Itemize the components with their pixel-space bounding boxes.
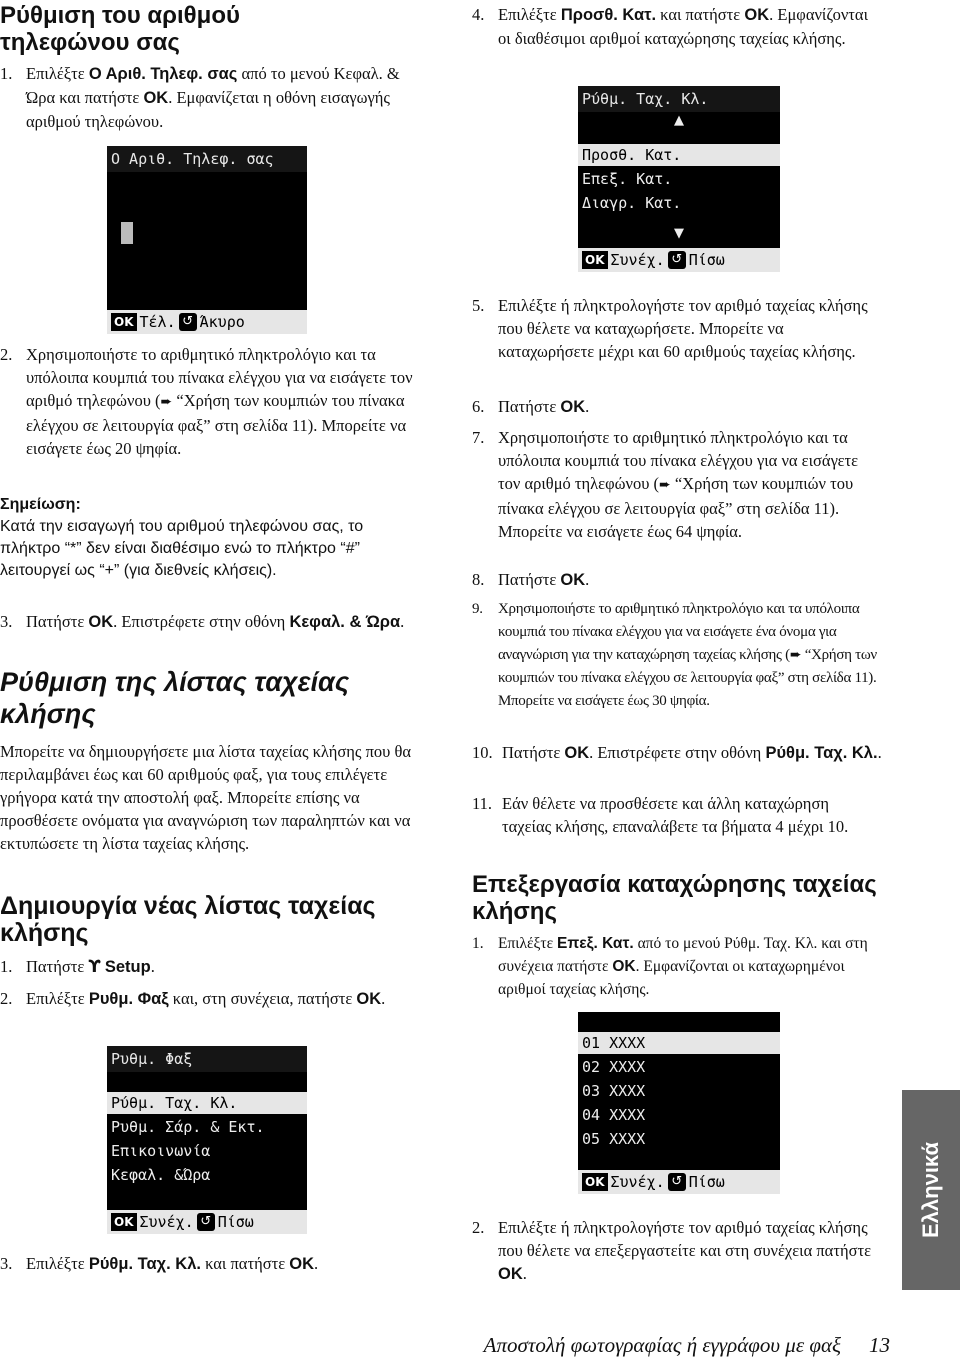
- step-1: 1. Επιλέξτε Ο Αριθ. Τηλεφ. σας από το μενού Κεφαλ. & Ώρα και πατήστε OK. Εμφανίζεται η οθόνη εισαγωγής αριθμού τηλεφώνου.: [0, 64, 400, 131]
- ok-icon: OK: [111, 313, 137, 331]
- page-number: 13: [869, 1333, 890, 1357]
- lcd-menu-item: Επικοινωνία: [111, 1142, 211, 1160]
- back-icon: ↺: [179, 313, 197, 331]
- lcd-speed-dial-list: [578, 1012, 780, 1194]
- back-label: Πίσω: [688, 251, 725, 269]
- back-label: Άκυρο: [199, 313, 245, 331]
- lcd-menu-item: Ρυθμ. Σάρ. & Εκτ.: [111, 1118, 265, 1136]
- lcd-list-item: 03 XXXX: [582, 1082, 646, 1100]
- page-footer: [380, 1330, 890, 1360]
- note-body: Κατά την εισαγωγή του αριθμού τηλεφώνου σας, το πλήκτρο “*” δεν είναι διαθέσιμο ενώ το πλήκτρο “#” λειτουργεί ως “+” (για διεθνείς κλήσεις).: [0, 518, 364, 579]
- wrench-icon: ϒ: [88, 957, 101, 976]
- reference-arrow-icon: ➨: [160, 394, 173, 410]
- step-6: 6. Πατήστε OK.: [472, 397, 590, 416]
- back-icon: ↺: [197, 1213, 215, 1231]
- step-3: 3. Πατήστε OK. Επιστρέφετε στην οθόνη Κεφαλ. & Ώρα.: [0, 612, 405, 631]
- back-icon: ↺: [668, 1173, 686, 1191]
- edit-step-2: 2. Επιλέξτε ή πληκτρολογήστε τον αριθμό ταχείας κλήσης που θέλετε να επεξεργαστείτε και στη συνέχεια πατήστε OK.: [472, 1218, 872, 1283]
- ok-label: Συνέχ.: [610, 1173, 665, 1191]
- scroll-up-icon: ▲: [674, 113, 684, 128]
- lcd-list-item: 04 XXXX: [582, 1106, 646, 1124]
- step-9: 9. Χρησιμοποιήστε το αριθμητικό πληκτρολόγιο και τα υπόλοιπα κουμπιά του πίνακα ελέγχου για να εισάγετε ένα όνομα για αναγνώριση για την καταχώρηση ταχείας κλήσης (➨ “Χρήση των κουμπιών του πίνακα ελέγχου σε λειτουργία φαξ” στη σελίδα 11). Μπορείτε να εισάγετε έως 30 ψηφία.: [472, 601, 877, 709]
- lcd-menu-item: Διαγρ. Κατ.: [582, 194, 682, 212]
- edit-step-1: 1. Επιλέξτε Επεξ. Κατ. από το μενού Ρύθμ. Ταχ. Κλ. και στη συνέχεια πατήστε OK. Εμφανίζονται οι καταχωρημένοι αριθμοί ταχείας κλήσης.: [472, 935, 868, 998]
- lcd-menu-item: Κεφαλ. &Ώρα: [111, 1166, 211, 1184]
- reference-arrow-icon: ➨: [789, 647, 802, 663]
- step-7: 7. Χρησιμοποιήστε το αριθμητικό πληκτρολόγιο και τα υπόλοιπα κουμπιά του πίνακα ελέγχου για να εισάγετε τον αριθμό τηλεφώνου (➨ “Χρήση των κουμπιών του πίνακα ελέγχου σε λειτουργία φαξ” στη σελίδα 11). Μπορείτε να εισάγετε έως 64 ψηφία.: [472, 428, 859, 541]
- lcd-speed-dial-menu: [578, 86, 780, 272]
- back-label: Πίσω: [688, 1173, 725, 1191]
- language-tab: [902, 1090, 960, 1290]
- intro-paragraph: Μπορείτε να δημιουργήσετε μια λίστα ταχείας κλήσης που θα περιλαμβάνει έως και 60 αριθμούς φαξ, για τους επιλέγετε γρήγορα κατά την αποστολή φαξ. Μπορείτε επίσης να προσθέσετε ονόματα για αναγνώριση των παραληπτών και να εκτυπώσετε τη λίστα ταχείας κλήσης.: [0, 742, 412, 853]
- note-title: Σημείωση:: [0, 496, 81, 513]
- lcd-list-item-selected: 01 XXXX: [578, 1032, 780, 1054]
- step-number: 1.: [0, 64, 13, 83]
- create-step-1: 1. Πατήστε ϒ Setup.: [0, 957, 155, 976]
- heading-phone-number: Ρύθμιση του αριθμού τηλεφώνου σας: [0, 2, 240, 56]
- lcd-title: Ρυθμ. Φαξ: [107, 1046, 307, 1072]
- lcd-softkeys: [107, 310, 307, 334]
- step-2: 2. Χρησιμοποιήστε το αριθμητικό πληκτρολόγιο και τα υπόλοιπα κουμπιά του πίνακα ελέγχου για να εισάγετε τον αριθμό τηλεφώνου (➨ “Χρήση των κουμπιών του πίνακα ελέγχου σε λειτουργία φαξ” στη σελίδα 11). Μπορείτε να εισάγετε έως 20 ψηφία.: [0, 345, 413, 458]
- back-label: Πίσω: [217, 1213, 254, 1231]
- lcd-fax-settings: [107, 1046, 307, 1234]
- lcd-phone-entry: [107, 146, 307, 334]
- step-4: 4. Επιλέξτε Προσθ. Κατ. και πατήστε OK. Εμφανίζονται οι διαθέσιμοι αριθμοί καταχώρησης ταχείας κλήσης.: [472, 5, 869, 48]
- ok-icon: OK: [582, 251, 608, 269]
- back-icon: ↺: [668, 251, 686, 269]
- ok-icon: OK: [582, 1173, 608, 1191]
- step-11: 11. Εάν θέλετε να προσθέσετε και άλλη καταχώρηση ταχείας κλήσης, επαναλάβετε τα βήματα 4 μέχρι 10.: [472, 794, 849, 836]
- lcd-list-item: 05 XXXX: [582, 1130, 646, 1148]
- lcd-menu-item-selected: Προσθ. Κατ.: [578, 144, 780, 166]
- ok-icon: OK: [111, 1213, 137, 1231]
- lcd-softkeys: [578, 1170, 780, 1194]
- lcd-menu-item-selected: Ρύθμ. Ταχ. Κλ.: [107, 1092, 307, 1114]
- step-8: 8. Πατήστε OK.: [472, 570, 590, 589]
- heading-create-list: Δημιουργία νέας λίστας ταχείας κλήσης: [0, 892, 376, 947]
- note-box: [0, 494, 420, 582]
- create-step-2: 2. Επιλέξτε Ρυθμ. Φαξ και, στη συνέχεια, πατήστε OK.: [0, 989, 386, 1008]
- step-5: 5. Επιλέξτε ή πληκτρολογήστε τον αριθμό ταχείας κλήσης που θέλετε να καταχωρήσετε. Μπορείτε να καταχωρήσετε μέχρι και 60 αριθμούς ταχείας κλήσης.: [472, 296, 868, 361]
- step-10: 10. Πατήστε OK. Επιστρέφετε στην οθόνη Ρύθμ. Ταχ. Κλ..: [472, 743, 882, 762]
- heading-edit-entry: Επεξεργασία καταχώρησης ταχείας κλήσης: [472, 871, 877, 925]
- scroll-down-icon: ▼: [674, 226, 684, 241]
- ok-label: Συνέχ.: [610, 251, 665, 269]
- input-cursor: [121, 222, 133, 244]
- ok-label: Συνέχ.: [139, 1213, 194, 1231]
- heading-speed-dial-setup: Ρύθμιση της λίστας ταχείας κλήσης: [0, 667, 350, 729]
- lcd-menu-item: Επεξ. Κατ.: [582, 170, 673, 188]
- lcd-title: Ο Αριθ. Τηλεφ. σας: [107, 146, 307, 172]
- create-step-3: 3. Επιλέξτε Ρύθμ. Ταχ. Κλ. και πατήστε OK.: [0, 1254, 319, 1273]
- lcd-list-item: 02 XXXX: [582, 1058, 646, 1076]
- ok-label: Τέλ.: [139, 313, 176, 331]
- language-tab-label: Ελληνικά: [918, 1142, 943, 1238]
- footer-title: Αποστολή φωτογραφίας ή εγγράφου με φαξ: [483, 1333, 841, 1357]
- lcd-title: Ρύθμ. Ταχ. Κλ.: [578, 86, 780, 112]
- lcd-softkeys: [578, 248, 780, 272]
- lcd-softkeys: [107, 1210, 307, 1234]
- reference-arrow-icon: ➨: [658, 477, 671, 493]
